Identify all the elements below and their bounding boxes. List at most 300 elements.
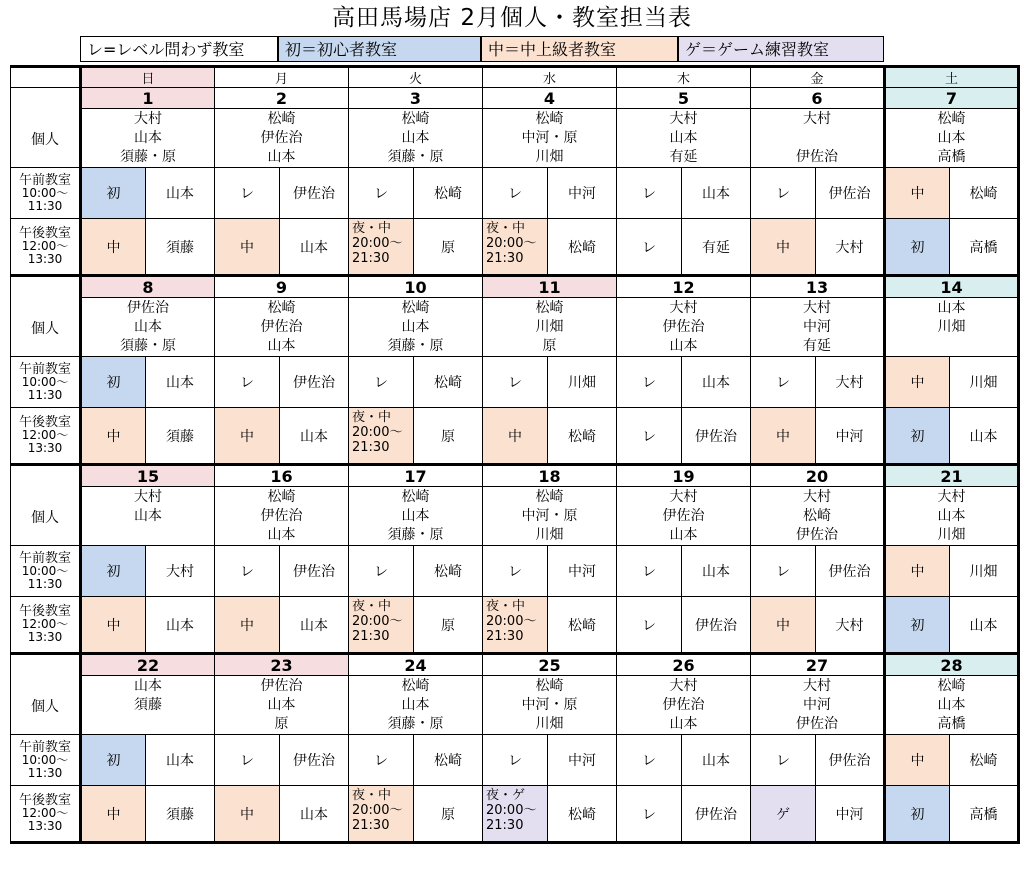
class-type-cell: レ <box>215 357 280 408</box>
class-teacher: 中河 <box>816 408 885 465</box>
individual-teacher: 大村 <box>669 677 698 694</box>
class-type-cell: レ <box>617 168 682 219</box>
individual-teacher <box>82 526 214 545</box>
individual-teacher: 松崎 <box>535 677 564 694</box>
am-label-time-end: 11:30 <box>27 765 63 780</box>
individual-label: 個人 <box>31 699 59 715</box>
individual-cell <box>349 298 483 357</box>
class-type-cell: レ <box>617 546 682 597</box>
class-type-cell: レ <box>215 168 280 219</box>
class-type-cell: 中 <box>81 408 146 465</box>
class-type-cell: 初 <box>885 786 950 843</box>
date-number: 12 <box>617 276 751 298</box>
class-teacher: 山本 <box>950 597 1019 654</box>
individual-teacher: 大村 <box>803 299 831 316</box>
class-teacher: 須藤 <box>146 786 215 843</box>
class-teacher: 山本 <box>950 408 1019 465</box>
class-type-cell: レ <box>751 357 816 408</box>
individual-teacher: 有延 <box>803 337 831 354</box>
class-teacher: 伊佐治 <box>280 735 349 786</box>
individual-cell <box>349 676 483 735</box>
class-type-cell: 中 <box>215 219 280 276</box>
date-number: 20 <box>751 465 885 487</box>
class-type-cell: 中 <box>81 597 146 654</box>
pm-label-time-start: 12:00～ <box>21 806 69 820</box>
date-number: 16 <box>215 465 349 487</box>
individual-cell <box>885 298 1019 357</box>
class-teacher: 高橋 <box>950 219 1019 276</box>
class-type-cell: レ <box>751 735 816 786</box>
corner-cell <box>11 67 81 88</box>
individual-cell <box>349 487 483 546</box>
am-label-time-start: 10:00～ <box>21 752 69 767</box>
individual-teacher: 大村 <box>669 110 698 127</box>
individual-cell <box>483 487 617 546</box>
class-type-cell <box>483 786 548 843</box>
date-number: 26 <box>617 654 751 676</box>
class-time-start: 20:00～ <box>486 236 537 251</box>
individual-teacher: 須藤・原 <box>120 337 176 354</box>
class-type-cell: レ <box>349 735 414 786</box>
individual-teacher: 松崎 <box>401 488 430 505</box>
class-teacher: 山本 <box>280 408 349 465</box>
date-number: 2 <box>215 88 349 109</box>
individual-cell <box>617 109 751 168</box>
class-teacher: 山本 <box>280 597 349 654</box>
individual-teacher: 大村 <box>803 110 831 127</box>
individual-teacher: 須藤 <box>134 696 162 713</box>
class-time-end: 21:30 <box>486 818 524 833</box>
pm-label-time-start: 12:00～ <box>21 239 69 253</box>
am-label-time-start: 10:00～ <box>21 185 69 200</box>
individual-teacher: 川畑 <box>535 318 564 335</box>
class-teacher: 須藤 <box>146 408 215 465</box>
am-label-time-start: 10:00～ <box>21 374 69 389</box>
individual-cell <box>885 487 1019 546</box>
weekday-header: 木 <box>617 67 751 88</box>
date-number: 8 <box>81 276 215 298</box>
class-type-cell <box>483 219 548 276</box>
weekday-header: 月 <box>215 67 349 88</box>
individual-teacher: 山本 <box>134 677 162 694</box>
individual-teacher: 伊佐治 <box>127 299 169 316</box>
individual-teacher: 原 <box>274 715 289 732</box>
pm-label-time-start: 12:00～ <box>21 617 69 631</box>
am-row-label <box>11 735 81 786</box>
date-number: 25 <box>483 654 617 676</box>
weekday-header: 火 <box>349 67 483 88</box>
class-teacher: 山本 <box>146 357 215 408</box>
individual-teacher: 中河 <box>803 696 831 713</box>
class-teacher: 松崎 <box>414 168 483 219</box>
date-row <box>11 88 1019 109</box>
individual-row <box>11 109 1019 168</box>
class-type-cell: レ <box>751 546 816 597</box>
individual-teacher: 山本 <box>267 337 296 354</box>
pm-row-label <box>11 786 81 843</box>
individual-teacher: 松崎 <box>267 488 296 505</box>
date-number: 19 <box>617 465 751 487</box>
am-row-label <box>11 357 81 408</box>
class-time-end: 21:30 <box>352 818 390 833</box>
individual-teacher: 川畑 <box>535 148 564 165</box>
date-number: 17 <box>349 465 483 487</box>
class-type-cell: 初 <box>885 597 950 654</box>
class-teacher: 伊佐治 <box>682 408 751 465</box>
individual-teacher: 中河・原 <box>521 696 578 713</box>
am-row-label <box>11 546 81 597</box>
class-teacher: 中河 <box>548 168 617 219</box>
date-number: 15 <box>81 465 215 487</box>
class-teacher: 山本 <box>682 357 751 408</box>
individual-row <box>11 298 1019 357</box>
individual-teacher: 中河・原 <box>521 129 578 146</box>
class-type-cell: レ <box>215 546 280 597</box>
class-teacher: 伊佐治 <box>682 786 751 843</box>
individual-cell <box>751 487 885 546</box>
individual-teacher: 伊佐治 <box>260 677 303 694</box>
class-type-cell: レ <box>483 735 548 786</box>
pm-label-time-end: 13:30 <box>27 819 63 833</box>
individual-teacher <box>886 337 1017 356</box>
individual-cell <box>885 676 1019 735</box>
individual-teacher: 原 <box>542 337 557 354</box>
legend-level-free: レ=レベル問わず教室 <box>80 36 278 62</box>
date-row-label <box>11 654 81 735</box>
individual-cell <box>215 298 349 357</box>
date-number: 13 <box>751 276 885 298</box>
individual-teacher: 伊佐治 <box>796 148 838 165</box>
individual-teacher: 山本 <box>669 715 698 732</box>
date-row-label <box>11 276 81 357</box>
class-type-cell: レ <box>617 786 682 843</box>
individual-cell <box>885 109 1019 168</box>
individual-teacher: 高橋 <box>937 148 966 165</box>
date-number: 1 <box>81 88 215 109</box>
individual-teacher: 伊佐治 <box>662 318 705 335</box>
weekday-header: 金 <box>751 67 885 88</box>
individual-teacher: 須藤・原 <box>120 148 176 165</box>
class-type-cell: 中 <box>885 546 950 597</box>
individual-teacher: 松崎 <box>937 110 966 127</box>
date-number: 18 <box>483 465 617 487</box>
individual-teacher: 山本 <box>937 129 966 146</box>
am-label-title: 午前教室 <box>18 361 71 377</box>
am-class-row <box>11 735 1019 786</box>
individual-cell <box>81 676 215 735</box>
individual-teacher: 松崎 <box>267 299 296 316</box>
class-teacher: 松崎 <box>548 786 617 843</box>
pm-row-label <box>11 219 81 276</box>
individual-teacher: 伊佐治 <box>796 526 838 543</box>
date-number: 22 <box>81 654 215 676</box>
class-type-cell: 初 <box>81 357 146 408</box>
am-row-label <box>11 168 81 219</box>
class-time-end: 21:30 <box>486 629 524 644</box>
class-teacher: 川畑 <box>548 357 617 408</box>
date-number: 23 <box>215 654 349 676</box>
class-time-start: 20:00～ <box>352 425 403 440</box>
pm-label-title: 午後教室 <box>18 415 71 430</box>
individual-cell <box>483 676 617 735</box>
individual-cell <box>483 298 617 357</box>
individual-teacher <box>82 715 214 734</box>
class-type-cell: 中 <box>483 408 548 465</box>
individual-teacher: 山本 <box>937 299 966 316</box>
class-teacher: 伊佐治 <box>816 168 885 219</box>
date-number: 21 <box>885 465 1019 487</box>
individual-teacher: 松崎 <box>267 110 296 127</box>
class-type: 夜・中 <box>486 599 526 614</box>
date-row <box>11 654 1019 676</box>
pm-label-time-end: 13:30 <box>27 252 63 266</box>
class-teacher: 伊佐治 <box>682 597 751 654</box>
class-teacher: 山本 <box>146 597 215 654</box>
class-type-cell <box>349 786 414 843</box>
class-teacher: 原 <box>414 408 483 465</box>
pm-row-label <box>11 408 81 465</box>
class-teacher: 有延 <box>682 219 751 276</box>
individual-teacher: 有延 <box>669 148 698 165</box>
class-teacher: 須藤 <box>146 219 215 276</box>
individual-cell <box>617 487 751 546</box>
class-type-cell <box>349 219 414 276</box>
date-number: 10 <box>349 276 483 298</box>
class-type-cell: レ <box>617 219 682 276</box>
individual-teacher: 山本 <box>937 507 966 524</box>
class-type-cell: レ <box>617 597 682 654</box>
am-label-title: 午前教室 <box>18 172 71 188</box>
class-type-cell: レ <box>751 168 816 219</box>
class-teacher: 山本 <box>682 168 751 219</box>
individual-row <box>11 487 1019 546</box>
am-label-time-end: 11:30 <box>27 387 63 402</box>
am-class-row <box>11 168 1019 219</box>
individual-teacher: 大村 <box>134 110 162 127</box>
class-teacher: 川畑 <box>950 357 1019 408</box>
class-type-cell: 中 <box>215 597 280 654</box>
class-type-cell: レ <box>349 168 414 219</box>
individual-label: 個人 <box>31 321 59 337</box>
class-type-cell: レ <box>483 168 548 219</box>
individual-teacher: 川畑 <box>937 526 966 543</box>
date-number: 4 <box>483 88 617 109</box>
class-teacher: 原 <box>414 786 483 843</box>
individual-teacher: 伊佐治 <box>260 318 303 335</box>
class-type: 夜・中 <box>352 788 392 803</box>
date-row-label <box>11 88 81 168</box>
legend-game: ゲ＝ゲーム練習教室 <box>678 36 884 62</box>
class-type-cell <box>483 597 548 654</box>
individual-cell <box>81 109 215 168</box>
class-type-cell: 中 <box>215 408 280 465</box>
individual-teacher: 須藤・原 <box>387 337 444 354</box>
individual-teacher: 伊佐治 <box>662 507 705 524</box>
class-teacher: 松崎 <box>414 546 483 597</box>
am-class-row <box>11 546 1019 597</box>
individual-teacher: 山本 <box>401 696 430 713</box>
individual-teacher: 大村 <box>669 488 698 505</box>
class-teacher: 大村 <box>146 546 215 597</box>
individual-teacher: 山本 <box>669 337 698 354</box>
class-teacher: 大村 <box>816 597 885 654</box>
class-teacher: 松崎 <box>950 168 1019 219</box>
individual-cell <box>349 109 483 168</box>
class-teacher: 松崎 <box>414 357 483 408</box>
class-type-cell: 中 <box>885 735 950 786</box>
individual-label: 個人 <box>31 510 59 526</box>
class-type-cell: 初 <box>81 735 146 786</box>
legend-beginner: 初＝初心者教室 <box>278 36 481 62</box>
date-number: 28 <box>885 654 1019 676</box>
am-label-time-end: 11:30 <box>27 576 63 591</box>
class-teacher: 松崎 <box>414 735 483 786</box>
class-teacher: 中河 <box>548 735 617 786</box>
individual-teacher: 中河 <box>803 318 831 335</box>
class-type-cell: 中 <box>81 786 146 843</box>
individual-teacher: 伊佐治 <box>260 507 303 524</box>
individual-teacher: 川畑 <box>535 715 564 732</box>
individual-teacher: 須藤・原 <box>387 715 444 732</box>
pm-label-time-end: 13:30 <box>27 441 63 455</box>
individual-teacher: 山本 <box>937 696 966 713</box>
date-number: 27 <box>751 654 885 676</box>
date-row <box>11 465 1019 487</box>
class-type-cell: レ <box>617 408 682 465</box>
individual-teacher: 松崎 <box>401 110 430 127</box>
class-time-end: 21:30 <box>352 629 390 644</box>
individual-teacher: 松崎 <box>535 488 564 505</box>
class-time-end: 21:30 <box>486 251 524 266</box>
am-class-row <box>11 357 1019 408</box>
individual-teacher: 大村 <box>803 677 831 694</box>
class-teacher: 川畑 <box>950 546 1019 597</box>
individual-teacher: 大村 <box>803 488 831 505</box>
individual-teacher: 山本 <box>401 507 430 524</box>
class-type-cell: 中 <box>751 597 816 654</box>
individual-cell <box>81 487 215 546</box>
weekday-row <box>11 67 1019 88</box>
page-title: 高田馬場店 2月個人・教室担当表 <box>332 5 692 31</box>
class-time-start: 20:00～ <box>352 236 403 251</box>
class-type-cell: 初 <box>81 546 146 597</box>
class-teacher: 山本 <box>682 735 751 786</box>
weekday-header: 水 <box>483 67 617 88</box>
class-type: 夜・中 <box>352 221 392 236</box>
class-type-cell: 中 <box>751 408 816 465</box>
class-time-start: 20:00～ <box>486 614 537 629</box>
individual-teacher: 松崎 <box>401 299 430 316</box>
class-teacher: 原 <box>414 597 483 654</box>
individual-teacher: 山本 <box>401 318 430 335</box>
individual-teacher: 伊佐治 <box>662 696 705 713</box>
individual-teacher: 伊佐治 <box>260 129 303 146</box>
individual-teacher: 須藤・原 <box>387 148 444 165</box>
class-type-cell: レ <box>483 357 548 408</box>
individual-teacher: 山本 <box>267 526 296 543</box>
class-type-cell: レ <box>349 357 414 408</box>
class-time-start: 20:00～ <box>486 803 537 818</box>
individual-teacher: 高橋 <box>937 715 966 732</box>
individual-teacher: 伊佐治 <box>796 715 838 732</box>
class-teacher: 山本 <box>280 786 349 843</box>
class-type-cell: 中 <box>751 219 816 276</box>
class-teacher: 山本 <box>682 546 751 597</box>
class-teacher: 中河 <box>816 786 885 843</box>
pm-label-time-start: 12:00～ <box>21 428 69 442</box>
date-number: 6 <box>751 88 885 109</box>
class-type-cell: 中 <box>81 219 146 276</box>
individual-teacher: 大村 <box>669 299 698 316</box>
class-type-cell: レ <box>483 546 548 597</box>
weekday-header: 日 <box>81 67 215 88</box>
class-type: 夜・中 <box>352 410 392 425</box>
schedule-table <box>10 65 1020 844</box>
pm-class-row <box>11 597 1019 654</box>
class-type: 夜・中 <box>352 599 392 614</box>
individual-teacher <box>751 129 883 148</box>
class-teacher: 山本 <box>280 219 349 276</box>
class-teacher: 原 <box>414 219 483 276</box>
pm-class-row <box>11 408 1019 465</box>
date-number: 5 <box>617 88 751 109</box>
class-time-end: 21:30 <box>352 251 390 266</box>
individual-teacher: 中河・原 <box>521 507 578 524</box>
class-type-cell <box>349 597 414 654</box>
class-teacher: 伊佐治 <box>816 735 885 786</box>
class-time-start: 20:00～ <box>352 614 403 629</box>
class-teacher: 伊佐治 <box>816 546 885 597</box>
individual-teacher: 山本 <box>267 696 296 713</box>
individual-row <box>11 676 1019 735</box>
pm-label-title: 午後教室 <box>18 793 71 808</box>
pm-row-label <box>11 597 81 654</box>
individual-cell <box>81 298 215 357</box>
individual-cell <box>617 676 751 735</box>
individual-teacher: 山本 <box>134 507 162 524</box>
class-type-cell: 中 <box>215 786 280 843</box>
individual-teacher: 川畑 <box>937 318 966 335</box>
class-type-cell: レ <box>617 735 682 786</box>
class-type-cell: 初 <box>81 168 146 219</box>
class-type-cell <box>349 408 414 465</box>
individual-teacher: 山本 <box>669 129 698 146</box>
class-type-cell: レ <box>617 357 682 408</box>
class-teacher: 高橋 <box>950 786 1019 843</box>
am-label-time-end: 11:30 <box>27 198 63 213</box>
individual-cell <box>215 109 349 168</box>
pm-class-row <box>11 219 1019 276</box>
class-teacher: 山本 <box>146 168 215 219</box>
am-label-time-start: 10:00～ <box>21 563 69 578</box>
date-number: 3 <box>349 88 483 109</box>
individual-teacher: 松崎 <box>803 507 831 524</box>
individual-teacher: 川畑 <box>535 526 564 543</box>
individual-label: 個人 <box>31 132 59 148</box>
individual-cell <box>751 109 885 168</box>
class-teacher: 伊佐治 <box>280 546 349 597</box>
date-row <box>11 276 1019 298</box>
class-teacher: 伊佐治 <box>280 357 349 408</box>
individual-cell <box>751 298 885 357</box>
individual-teacher: 山本 <box>669 526 698 543</box>
individual-cell <box>617 298 751 357</box>
weekday-header: 土 <box>885 67 1019 88</box>
am-label-title: 午前教室 <box>18 739 71 755</box>
date-number: 14 <box>885 276 1019 298</box>
class-time-start: 20:00～ <box>352 803 403 818</box>
individual-teacher: 須藤・原 <box>387 526 444 543</box>
